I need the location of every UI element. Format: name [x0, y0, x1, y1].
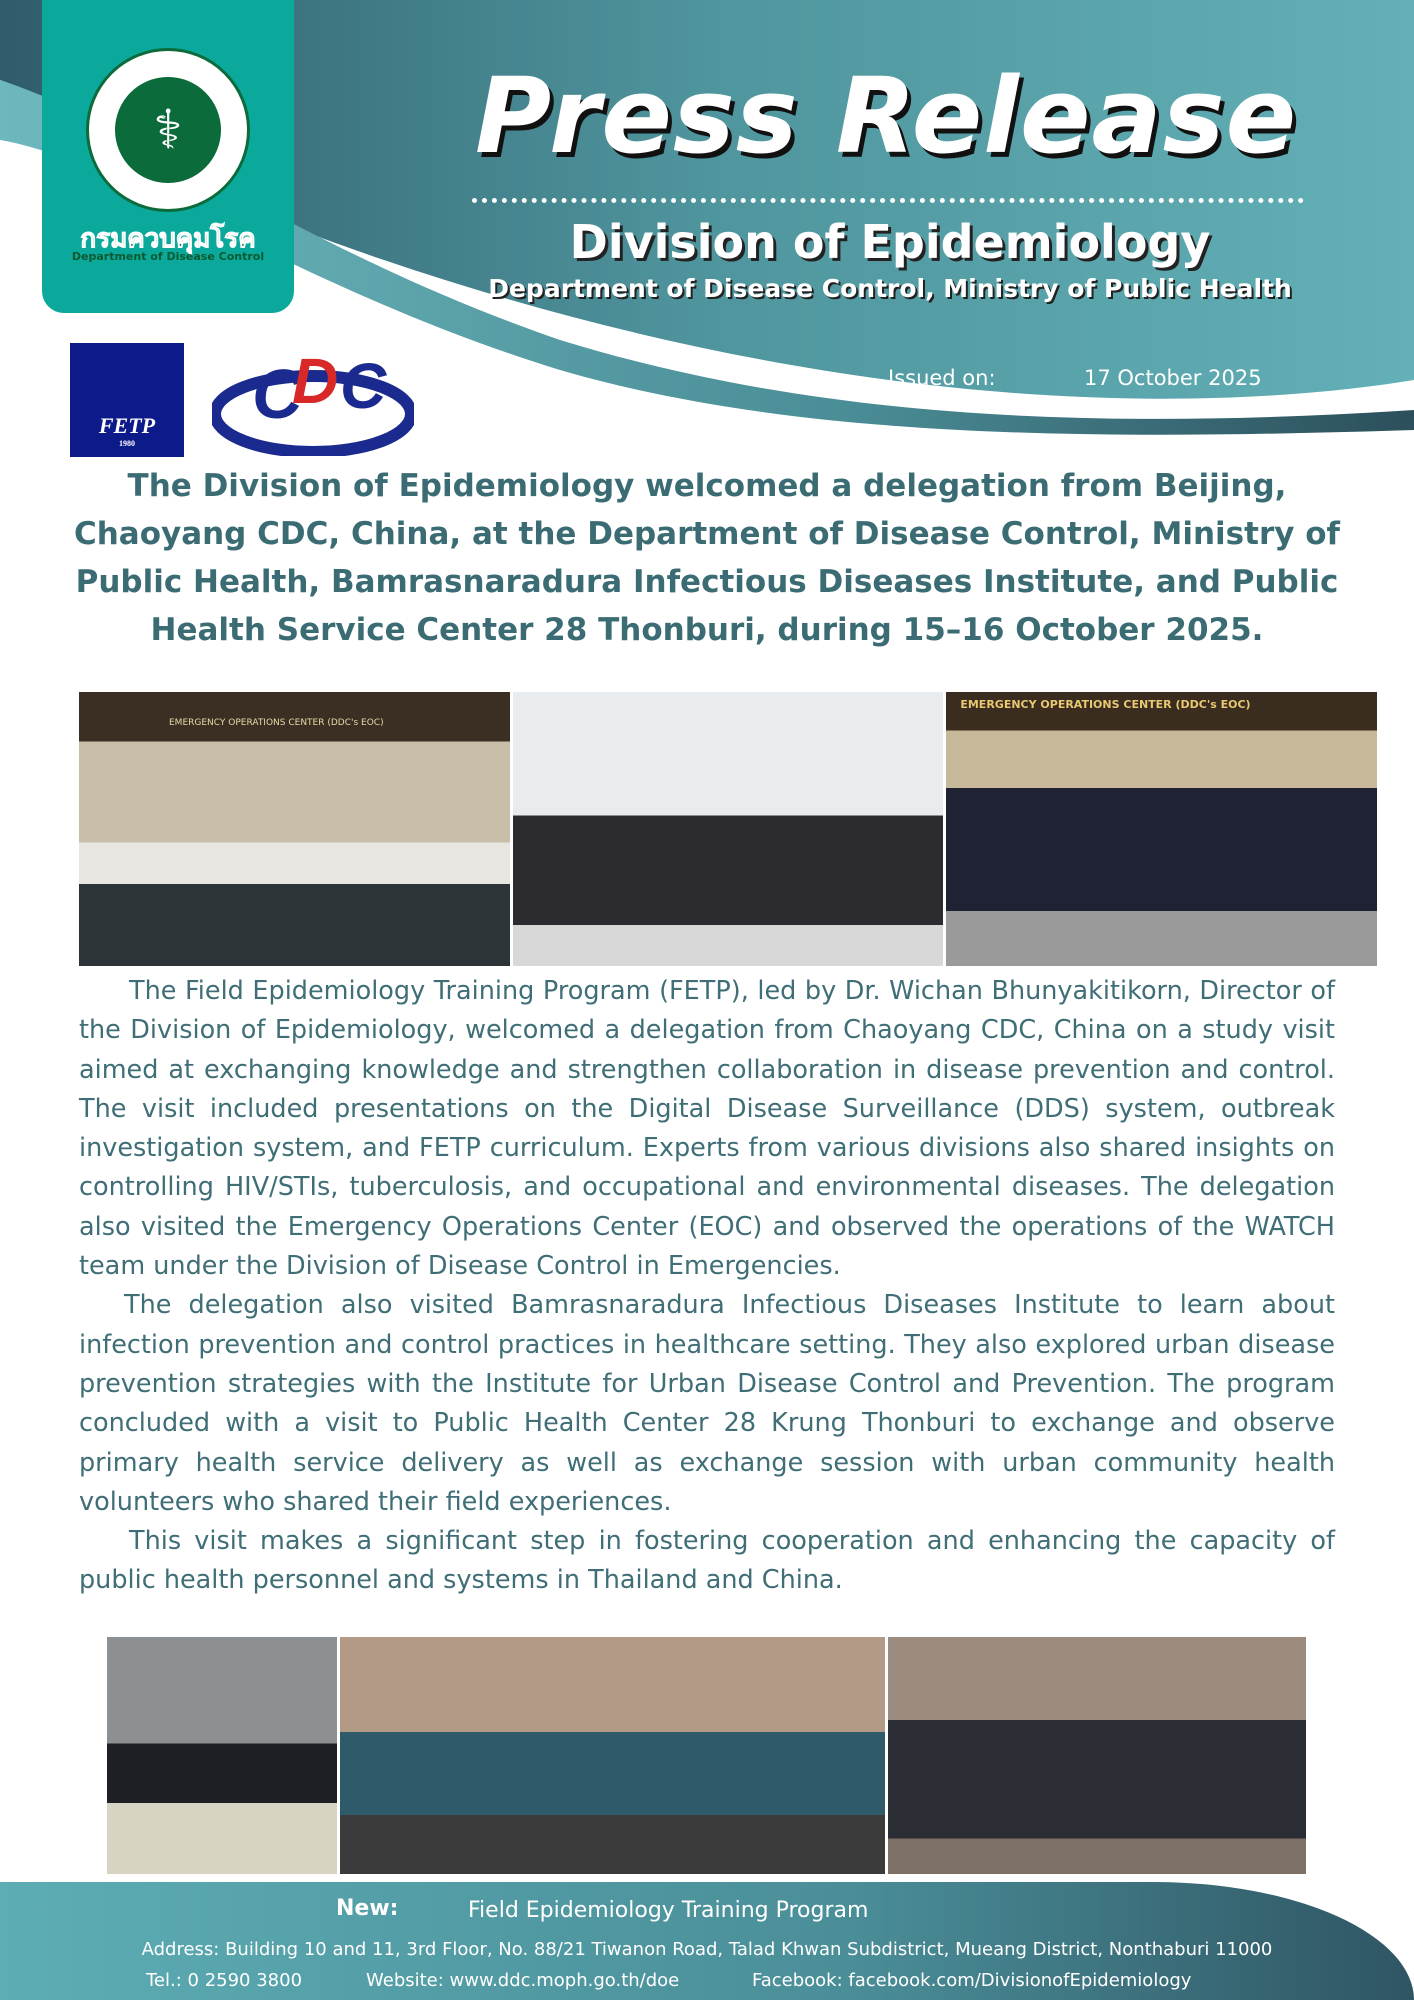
dotted-divider: [472, 198, 1304, 203]
svg-text:D: D: [292, 348, 339, 417]
headline: The Division of Epidemiology welcomed a delegation from Beijing, Chaoyang CDC, China, at the Department of Disease Control, Ministry of Public Health, Bamrasnaradura Infectious Diseases Institute, and Public Health Service Center 28 Thonburi, during 15–16 October 2025.: [73, 468, 1341, 648]
footer-facebook[interactable]: Facebook: facebook.com/DivisionofEpidemiology: [752, 1970, 1192, 1991]
svg-text:C: C: [340, 350, 387, 422]
paragraph: This visit makes a significant step in fostering cooperation and enhancing the capacity of public health personnel and systems in Thailand and China.: [79, 1526, 1335, 1596]
fetp-logo-text: FETP: [98, 413, 156, 438]
logo-english-text: Department of Disease Control: [71, 250, 265, 263]
header-banner: [0, 0, 1414, 448]
footer-new-value: Field Epidemiology Training Program: [468, 1898, 869, 1923]
photo-group-visit: [340, 1637, 885, 1874]
footer-website[interactable]: Website: www.ddc.moph.go.th/doe: [366, 1970, 680, 1991]
photo-meeting-room: [79, 692, 510, 966]
footer-tel: Tel.: 0 2590 3800: [146, 1970, 303, 1991]
photo-row-top: [79, 692, 1377, 966]
photo-souvenir: [946, 692, 1377, 966]
fetp-logo: [70, 343, 184, 457]
cdc-logo: [212, 348, 414, 456]
moph-seal-icon: ⚕: [86, 48, 250, 212]
page-title: Press Release: [475, 55, 1298, 177]
body-text: [79, 972, 1335, 1601]
svg-text:C: C: [252, 355, 303, 433]
photo-row-bottom: [107, 1637, 1306, 1874]
footer-address: Address: Building 10 and 11, 3rd Floor, No. 88/21 Tiwanon Road, Talad Khwan Subdistrict, Mueang District, Nonthaburi 11000: [141, 1939, 1273, 1960]
paragraph: The Field Epidemiology Training Program (FETP), led by Dr. Wichan Bhunyakitikorn, Director of the Division of Epidemiology, welcomed a delegation from Chaoyang CDC, China on a study visit aimed at exchanging knowledge and strengthen collaboration in disease prevention and control. The visit included presentations on the Digital Disease Surveillance (DDS) system, outbreak investigation system, and FETP curriculum. Experts from various divisions also shared insights on controlling HIV/STIs, tuberculosis, and occupational and environmental diseases. The delegation also visited the Emergency Operations Center (EOC) and observed the operations of the WATCH team under the Division of Disease Control in Emergencies.: [79, 976, 1335, 1282]
photo-sign: EMERGENCY OPERATIONS CENTER (DDC's EOC): [960, 698, 1251, 711]
logo-thai-text: กรมควบคุมโรค: [80, 224, 256, 254]
footer-new-label: New:: [336, 1896, 399, 1921]
paragraph: The delegation also visited Bamrasnaradura Infectious Diseases Institute to learn about infection prevention and control practices in healthcare setting. They also explored urban disease prevention strategies with the Institute for Urban Disease Control and Prevention. The program concluded with a visit to Public Health Center 28 Krung Thonburi to exchange and observe primary health service delivery as well as exchange session with urban community health volunteers who shared their field experiences.: [79, 1290, 1335, 1517]
footer: [0, 1882, 1414, 2000]
photo-sign: EMERGENCY OPERATIONS CENTER (DDC's EOC): [169, 718, 384, 728]
photo-group: [513, 692, 944, 966]
photo-health-center: [888, 1637, 1306, 1874]
department-name: Department of Disease Control, Ministry of Public Health: [488, 274, 1292, 303]
photo-presentation: [107, 1637, 337, 1874]
moph-logo: [42, 0, 294, 313]
division-name: Division of Epidemiology: [569, 215, 1211, 269]
fetp-logo-year: 1980: [119, 439, 135, 448]
issued-date: 17 October 2025: [1084, 366, 1262, 390]
issued-label: Issued on:: [888, 366, 996, 390]
